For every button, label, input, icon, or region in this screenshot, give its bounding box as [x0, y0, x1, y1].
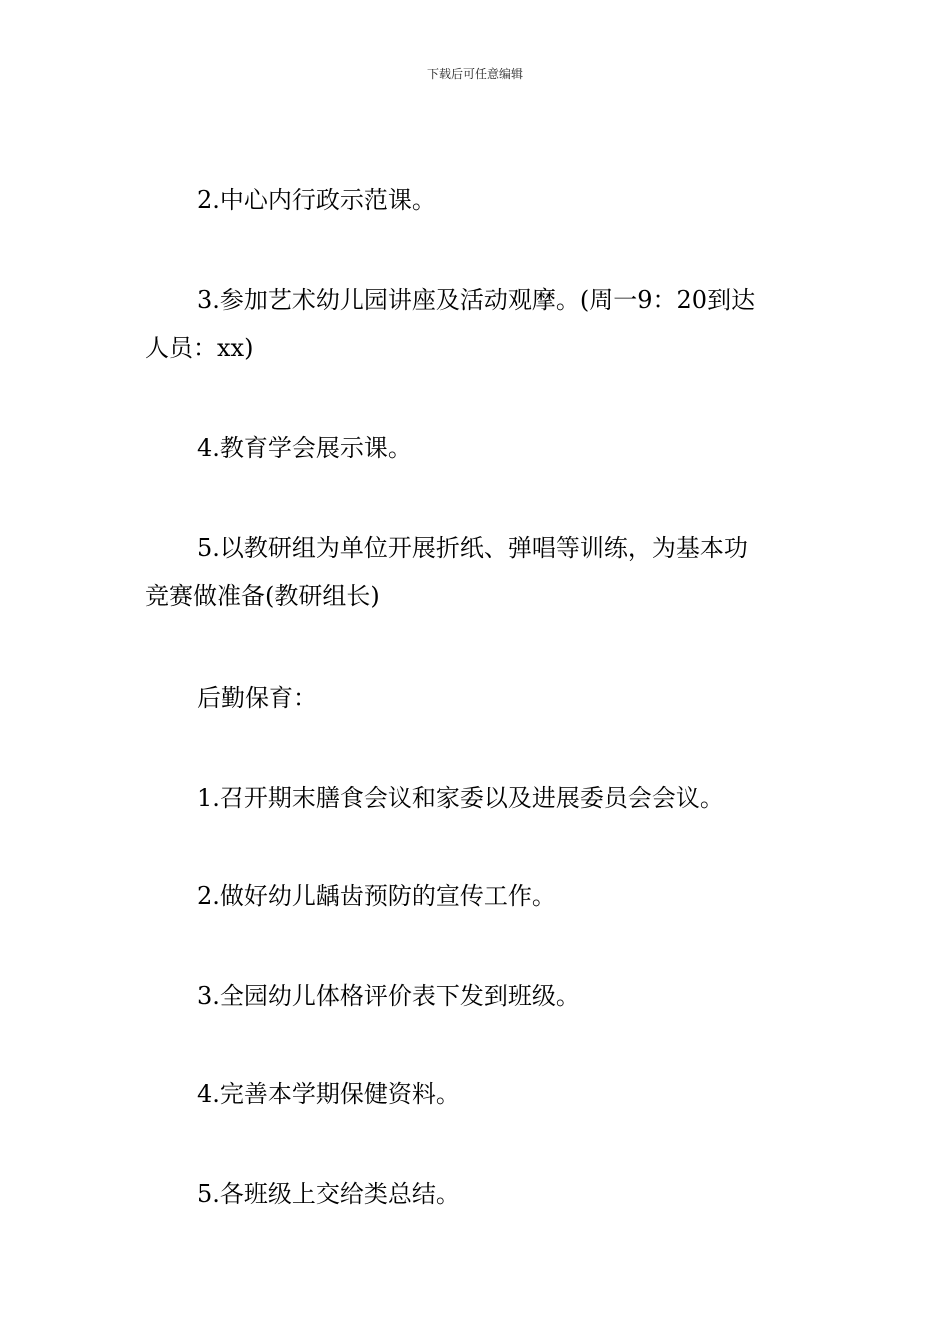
paragraph-text-continued: 人员：xx) [145, 334, 254, 362]
section-heading [145, 674, 817, 722]
paragraph-item [145, 524, 817, 620]
paragraph-item [145, 972, 817, 1020]
paragraph-text: 2.做好幼儿龋齿预防的宣传工作。 [197, 882, 556, 910]
paragraph-text: 2.中心内行政示范课。 [197, 186, 436, 214]
paragraph-text-continued: 竞赛做准备(教研组长) [145, 582, 380, 610]
paragraph-text: 4.完善本学期保健资料。 [197, 1080, 460, 1108]
paragraph-item [145, 176, 817, 224]
section-heading-text: 后勤保育： [197, 684, 317, 712]
paragraph-item [145, 1070, 817, 1118]
paragraph-item [145, 1170, 817, 1218]
paragraph-text: 1.召开期末膳食会议和家委以及进展委员会会议。 [197, 784, 724, 812]
paragraph-item [145, 424, 817, 472]
paragraph-text: 5.以教研组为单位开展折纸、弹唱等训练，为基本功 [197, 534, 748, 562]
paragraph-text: 3.参加艺术幼儿园讲座及活动观摩。(周一9：20到达 [197, 286, 756, 314]
paragraph-text: 3.全园幼儿体格评价表下发到班级。 [197, 982, 580, 1010]
paragraph-text: 5.各班级上交给类总结。 [197, 1180, 460, 1208]
page-header: 下载后可任意编辑 [426, 67, 523, 81]
paragraph-item [145, 872, 817, 920]
paragraph-text: 4.教育学会展示课。 [197, 434, 412, 462]
paragraph-item [145, 276, 817, 372]
paragraph-item [145, 774, 817, 822]
